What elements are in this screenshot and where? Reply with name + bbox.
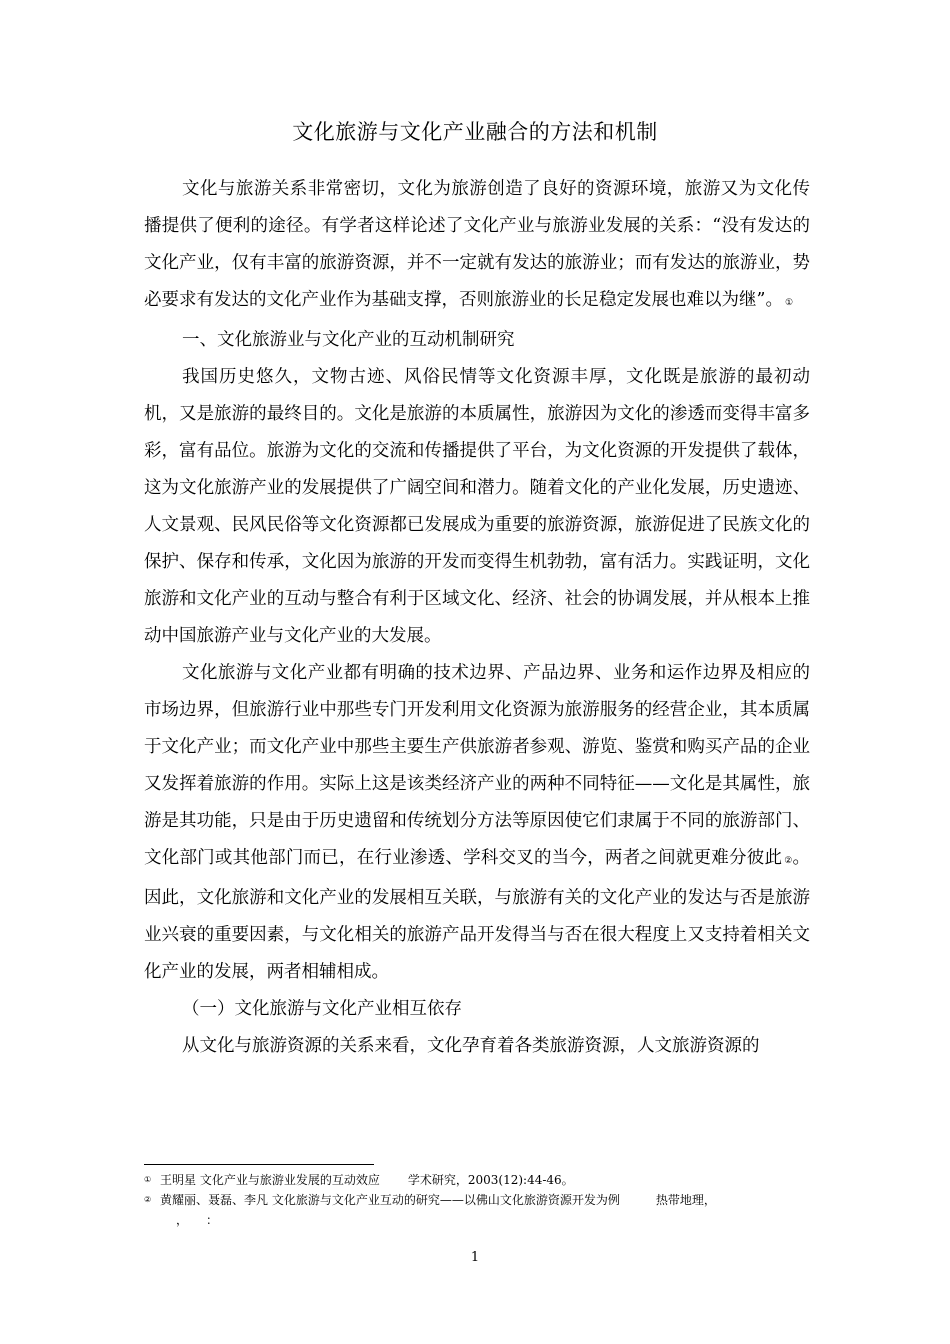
footnote-ref-2: ② (784, 856, 793, 866)
footnote-ref-1: ① (784, 298, 794, 308)
footnote-2-continuation: ， ： (176, 1213, 219, 1227)
footnote-2 (144, 1190, 810, 1210)
document-title: 文化旅游与文化产业融合的方法和机制 (292, 120, 658, 144)
footnote-1-author: 王明星 (160, 1173, 197, 1187)
footnote-1-mark: ① (144, 1175, 152, 1184)
subsection-heading-1: （一）文化旅游与文化产业相互依存 (182, 999, 462, 1019)
page-number: 1 (470, 1250, 480, 1265)
paragraph-boundaries (144, 655, 810, 991)
paragraph-intro (144, 171, 810, 322)
paragraph-boundaries-text-a: 文化旅游与文化产业都有明确的技术边界、产品边界、业务和运作边界及相应的市场边界，但旅游行业中那些专门开发利用文化资源为旅游服务的经营企业，其本质属于文化产业；而文化产业中那些主要生产供旅游者参观、游览、鉴赏和购买产品的企业又发挥着旅游的作用。实际上这是该类经济产业的两种不同特征——文化是其属性，旅游是其功能，只是由于历史遗留和传统划分方法等原因使它们隶属于不同的旅游部门、文化部门或其他部门而已，在行业渗透、学科交叉的当今，两者之间就更难分彼此 (144, 663, 810, 868)
footnote-1-source: 学术研究，2003(12):44-46。 (407, 1173, 574, 1187)
footnote-1-title: 文化产业与旅游业发展的互动效应 (199, 1173, 380, 1187)
footnote-2-author: 黄耀丽、聂磊、李凡 (160, 1193, 269, 1207)
section-heading-1: 一、文化旅游业与文化产业的互动机制研究 (182, 330, 515, 350)
paragraph-boundaries-text-b: 。因此，文化旅游和文化产业的发展相互关联，与旅游有关的文化产业的发达与否是旅游业兴衰的重要因素，与文化相关的旅游产品开发得当与否在很大程度上又支持着相关文化产业的发展，两者相辅相成。 (144, 848, 810, 982)
footnote-separator (144, 1164, 374, 1165)
footnote-2-mark: ② (144, 1195, 152, 1204)
footnote-2-title: 文化旅游与文化产业互动的研究——以佛山文化旅游资源开发为例 (271, 1193, 620, 1207)
paragraph-intro-text: 文化与旅游关系非常密切，文化为旅游创造了良好的资源环境，旅游又为文化传播提供了便利的途径。有学者这样论述了文化产业与旅游业发展的关系：“没有发达的文化产业，仅有丰富的旅游资源，并不一定就有发达的旅游业；而有发达的旅游业，势必要求有发达的文化产业作为基础支撑，否则旅游业的长足稳定发展也难以为继”。 (144, 179, 810, 310)
paragraph-history: 我国历史悠久，文物古迹、风俗民情等文化资源丰厚，文化既是旅游的最初动机，又是旅游的最终目的。文化是旅游的本质属性，旅游因为文化的渗透而变得丰富多彩，富有品位。旅游为文化的交流和传播提供了平台，为文化资源的开发提供了载体，这为文化旅游产业的发展提供了广阔空间和潜力。随着文化的产业化发展，历史遗迹、人文景观、民风民俗等文化资源都已发展成为重要的旅游资源，旅游促进了民族文化的保护、保存和传承，文化因为旅游的开发而变得生机勃勃，富有活力。实践证明，文化旅游和文化产业的互动与整合有利于区域文化、经济、社会的协调发展，并从根本上推动中国旅游产业与文化产业的大发展。 (144, 367, 810, 646)
document-body (144, 171, 810, 1065)
footnotes (144, 1170, 810, 1230)
footnote-2-source: 热带地理， (655, 1193, 716, 1207)
paragraph-resources: 从文化与旅游资源的关系来看，文化孕育着各类旅游资源，人文旅游资源的 (182, 1036, 760, 1056)
footnote-1 (144, 1170, 810, 1190)
